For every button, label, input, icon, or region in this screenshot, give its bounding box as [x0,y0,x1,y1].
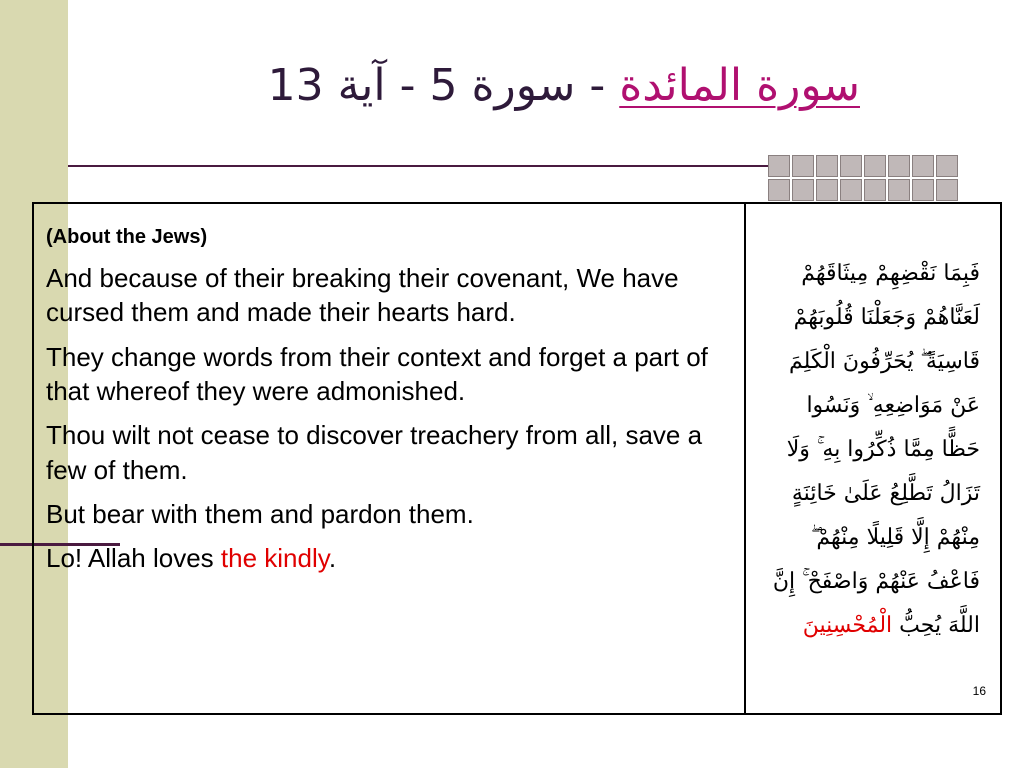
decorative-square [864,155,886,177]
arabic-cell [746,204,1000,713]
decorative-square [840,179,862,201]
decorative-square [888,155,910,177]
decorative-square [840,155,862,177]
arabic-verse-highlight: الْمُحْسِنِينَ [802,613,893,638]
decorative-square [912,179,934,201]
decorative-square [768,155,790,177]
arabic-verse: فَبِمَا نَقْضِهِمْ مِيثَاقَهُمْ لَعَنَّاهُمْ وَجَعَلْنَا قُلُوبَهُمْ قَاسِيَةً ۖ يُحَرِّفُونَ الْكَلِمَ عَنْ مَوَاضِعِهِ ۙ وَنَسُوا حَظًّا مِمَّا ذُكِّرُوا بِهِ ۚ وَلَا تَزَالُ تَطَّلِعُ عَلَىٰ خَائِنَةٍ مِنْهُمْ إِلَّا قَلِيلًا مِنْهُمْ ۖ فَاعْفُ عَنْهُمْ وَاصْفَحْ ۚ إِنَّ اللَّهَ يُحِبُّ [772,261,980,638]
verse-table [32,202,1002,715]
decorative-square [792,155,814,177]
decorative-square [768,179,790,201]
translation-paragraph: Thou wilt not cease to discover treachery from all, save a few of them. [46,420,703,485]
decorative-square [864,179,886,201]
decorative-square [936,155,958,177]
decorative-square [816,179,838,201]
highlighted-phrase: the kindly [220,543,329,574]
slide-number: 16 [972,684,986,698]
surah-name-link[interactable]: سورة المائدة [619,60,860,111]
decorative-square [912,155,934,177]
translation-paragraph: But bear with them and pardon them. [46,498,474,529]
translation-paragraph [46,541,732,575]
decorative-square [792,179,814,201]
decorative-square [936,179,958,201]
translation-paragraph: And because of their breaking their covenant, We have cursed them and made their hearts hard. [46,263,679,328]
translation-text: . [328,543,337,574]
slide-title [180,62,860,110]
decorative-square [816,155,838,177]
title-rest: - سورة 5 - آية 13 [267,60,620,111]
title-divider [68,165,768,167]
translation-intro: (About the Jews) [46,226,208,248]
translation-cell [34,204,746,713]
translation-text: Lo! Allah loves [46,543,221,574]
decorative-square [888,179,910,201]
translation-paragraph: They change words from their context and forget a part of that whereof they were admonished. [46,341,708,406]
